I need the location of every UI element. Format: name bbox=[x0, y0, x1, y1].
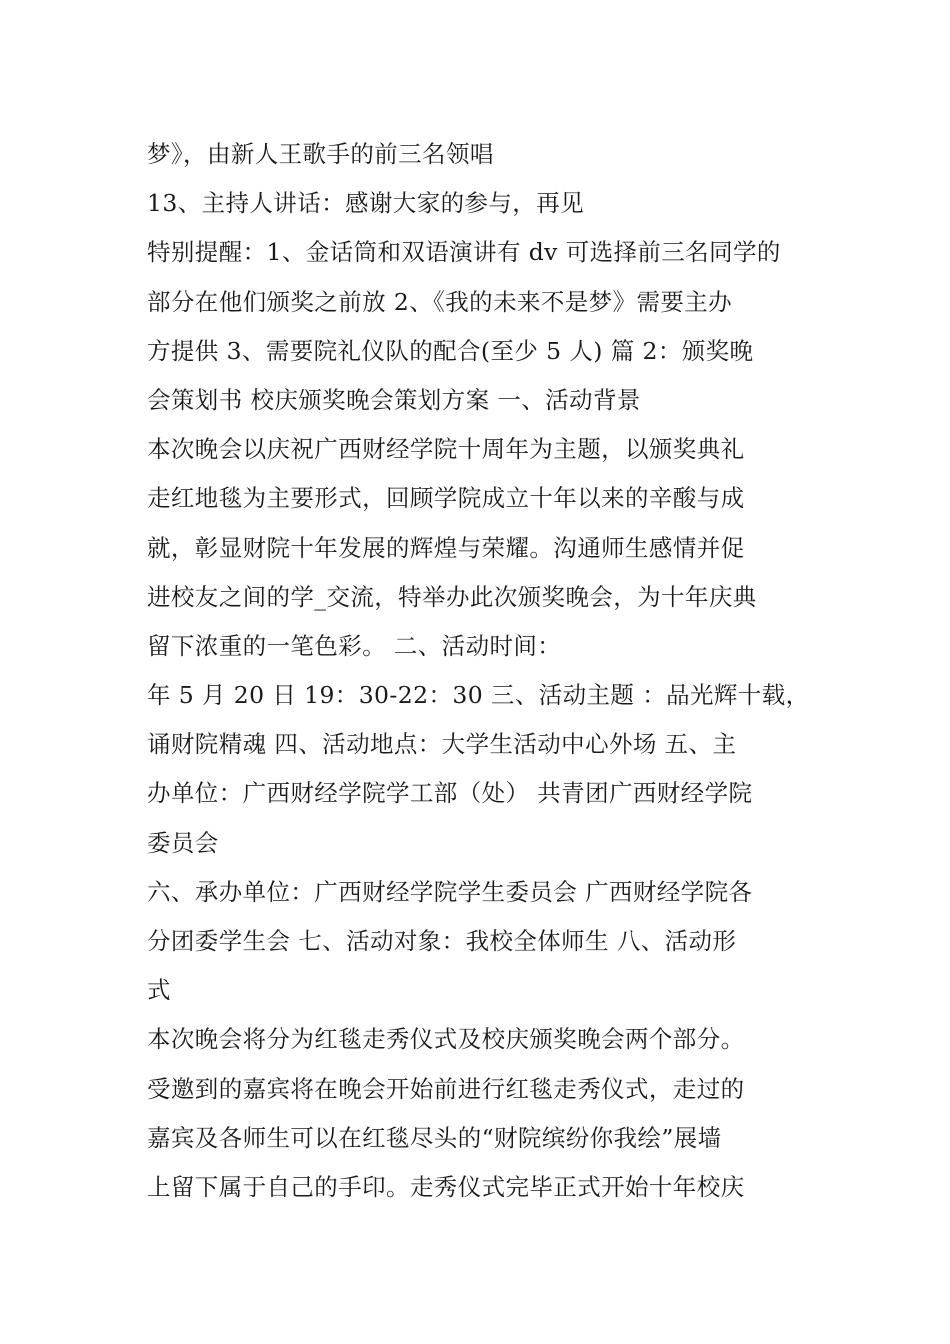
text-line: 诵财院精魂 四、活动地点：大学生活动中心外场 五、主 bbox=[147, 730, 737, 759]
text-line: 六、承办单位：广西财经学院学生委员会 广西财经学院各 bbox=[147, 877, 753, 906]
text-line: 委员会 bbox=[147, 828, 219, 857]
text-line: 留下浓重的一笔色彩。 二、活动时间： bbox=[147, 631, 562, 660]
text-line: 部分在他们颁奖之前放 2、《我的未来不是梦》需要主办 bbox=[147, 287, 733, 316]
text-line: 会策划书 校庆颁奖晚会策划方案 一、活动背景 bbox=[147, 385, 641, 414]
text-line: 方提供 3、需要院礼仪队的配合(至少 5 人) 篇 2：颁奖晚 bbox=[147, 336, 754, 365]
text-line: 13、主持人讲话：感谢大家的参与，再见 bbox=[147, 189, 585, 218]
body-text bbox=[147, 130, 817, 1212]
text-line: 梦》，由新人王歌手的前三名领唱 bbox=[147, 140, 494, 168]
text-line: 嘉宾及各师生可以在红毯尽头的“财院缤纷你我绘”展墙 bbox=[147, 1123, 722, 1152]
text-line: 分团委学生会 七、活动对象：我校全体师生 八、活动形 bbox=[147, 927, 737, 955]
text-line: 进校友之间的学_交流，特举办此次颁奖晚会，为十年庆典 bbox=[147, 582, 757, 611]
text-line: 上留下属于自己的手印。走秀仪式完毕正式开始十年校庆 bbox=[147, 1172, 745, 1201]
text-line: 年 5 月 20 日 19：30-22：30 三、活动主题 ：品光辉十载， bbox=[147, 681, 810, 710]
text-line: 本次晚会以庆祝广西财经学院十周年为主题，以颁奖典礼 bbox=[147, 435, 745, 464]
text-line: 办单位：广西财经学院学工部（处） 共青团广西财经学院 bbox=[147, 779, 753, 808]
text-line: 受邀到的嘉宾将在晚会开始前进行红毯走秀仪式，走过的 bbox=[147, 1074, 745, 1103]
text-line: 式 bbox=[147, 976, 171, 1005]
text-line: 特别提醒：1、金话筒和双语演讲有 dv 可选择前三名同学的 bbox=[147, 238, 781, 267]
text-line: 就，彰显财院十年发展的辉煌与荣耀。沟通师生感情并促 bbox=[147, 533, 745, 562]
text-line: 走红地毯为主要形式，回顾学院成立十年以来的辛酸与成 bbox=[147, 484, 745, 513]
text-line: 本次晚会将分为红毯走秀仪式及校庆颁奖晚会两个部分。 bbox=[147, 1025, 745, 1054]
